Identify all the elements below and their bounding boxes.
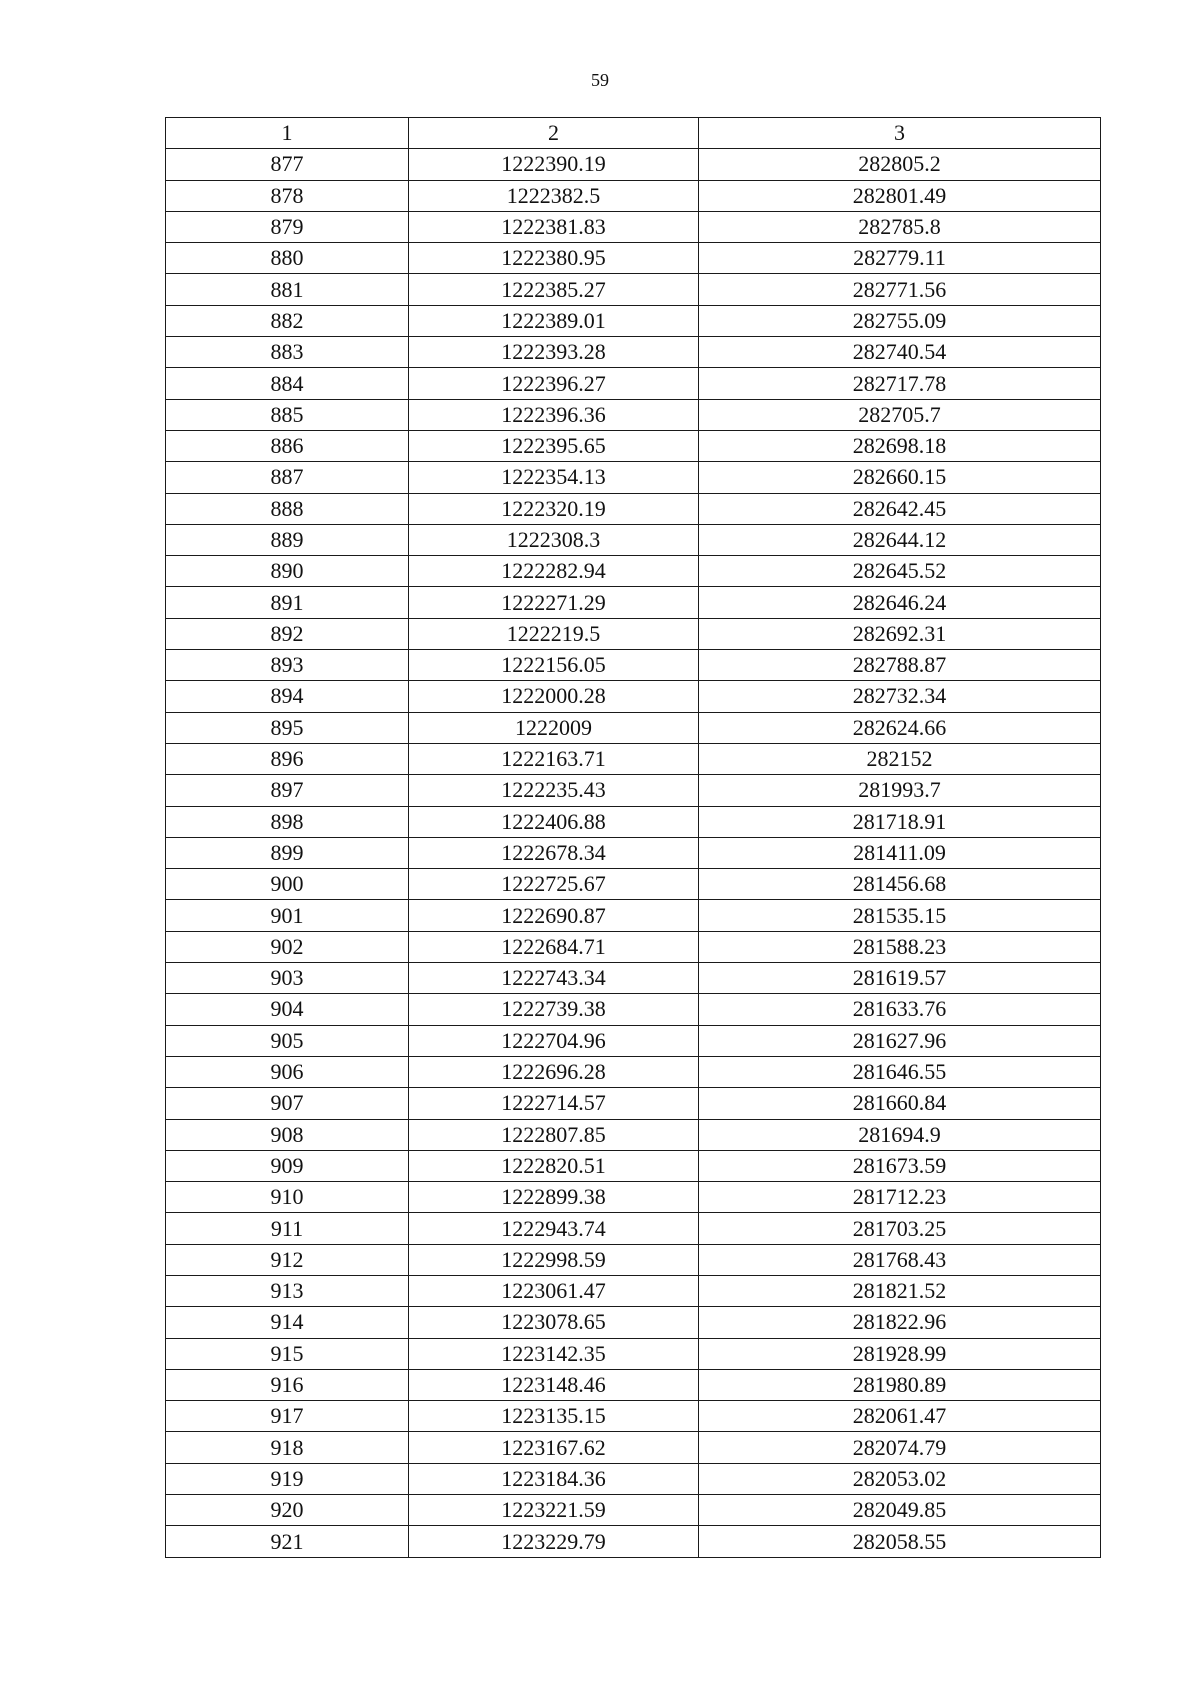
x-coordinate-cell: 1222820.51 [409, 1150, 699, 1181]
table-row [166, 837, 1101, 868]
y-coordinate-cell: 282788.87 [699, 650, 1101, 681]
x-coordinate-cell: 1222000.28 [409, 681, 699, 712]
point-number-cell: 899 [166, 837, 409, 868]
x-coordinate-cell: 1223135.15 [409, 1401, 699, 1432]
y-coordinate-cell: 282805.2 [699, 149, 1101, 180]
table-row [166, 587, 1101, 618]
y-coordinate-cell: 282645.52 [699, 556, 1101, 587]
point-number-cell: 915 [166, 1338, 409, 1369]
point-number-cell: 889 [166, 524, 409, 555]
y-coordinate-cell: 282624.66 [699, 712, 1101, 743]
table-row [166, 243, 1101, 274]
x-coordinate-cell: 1222235.43 [409, 775, 699, 806]
table-row [166, 900, 1101, 931]
x-coordinate-cell: 1222998.59 [409, 1244, 699, 1275]
table-row [166, 743, 1101, 774]
table-row [166, 493, 1101, 524]
x-coordinate-cell: 1222396.27 [409, 368, 699, 399]
y-coordinate-cell: 282717.78 [699, 368, 1101, 399]
point-number-cell: 913 [166, 1275, 409, 1306]
y-coordinate-cell: 282074.79 [699, 1432, 1101, 1463]
y-coordinate-cell: 281980.89 [699, 1369, 1101, 1400]
table-row [166, 1401, 1101, 1432]
x-coordinate-cell: 1222807.85 [409, 1119, 699, 1150]
x-coordinate-cell: 1222725.67 [409, 869, 699, 900]
x-coordinate-cell: 1223078.65 [409, 1307, 699, 1338]
y-coordinate-cell: 281411.09 [699, 837, 1101, 868]
x-coordinate-cell: 1222385.27 [409, 274, 699, 305]
point-number-cell: 884 [166, 368, 409, 399]
point-number-cell: 898 [166, 806, 409, 837]
point-number-cell: 903 [166, 963, 409, 994]
point-number-cell: 907 [166, 1088, 409, 1119]
x-coordinate-cell: 1222163.71 [409, 743, 699, 774]
point-number-cell: 896 [166, 743, 409, 774]
table-header-row [166, 118, 1101, 149]
x-coordinate-cell: 1222943.74 [409, 1213, 699, 1244]
y-coordinate-cell: 281821.52 [699, 1275, 1101, 1306]
table-row [166, 274, 1101, 305]
table-row [166, 1119, 1101, 1150]
point-number-cell: 901 [166, 900, 409, 931]
point-number-cell: 879 [166, 211, 409, 242]
y-coordinate-cell: 281633.76 [699, 994, 1101, 1025]
y-coordinate-cell: 281718.91 [699, 806, 1101, 837]
point-number-cell: 911 [166, 1213, 409, 1244]
y-coordinate-cell: 281694.9 [699, 1119, 1101, 1150]
y-coordinate-cell: 282644.12 [699, 524, 1101, 555]
x-coordinate-cell: 1222396.36 [409, 399, 699, 430]
point-number-cell: 900 [166, 869, 409, 900]
x-coordinate-cell: 1223229.79 [409, 1526, 699, 1557]
x-coordinate-cell: 1222156.05 [409, 650, 699, 681]
x-coordinate-cell: 1222704.96 [409, 1025, 699, 1056]
y-coordinate-cell: 281928.99 [699, 1338, 1101, 1369]
point-number-cell: 906 [166, 1056, 409, 1087]
table-row [166, 1526, 1101, 1557]
table-row [166, 399, 1101, 430]
point-number-cell: 918 [166, 1432, 409, 1463]
y-coordinate-cell: 282053.02 [699, 1463, 1101, 1494]
table-row [166, 1182, 1101, 1213]
point-number-cell: 892 [166, 618, 409, 649]
y-coordinate-cell: 282698.18 [699, 430, 1101, 461]
x-coordinate-cell: 1223221.59 [409, 1495, 699, 1526]
x-coordinate-cell: 1222739.38 [409, 994, 699, 1025]
x-coordinate-cell: 1223142.35 [409, 1338, 699, 1369]
table-body [166, 149, 1101, 1557]
x-coordinate-cell: 1222381.83 [409, 211, 699, 242]
x-coordinate-cell: 1222271.29 [409, 587, 699, 618]
table-row [166, 1088, 1101, 1119]
point-number-cell: 902 [166, 931, 409, 962]
point-number-cell: 885 [166, 399, 409, 430]
table-row [166, 1150, 1101, 1181]
table-row [166, 211, 1101, 242]
x-coordinate-cell: 1222308.3 [409, 524, 699, 555]
table-row [166, 1307, 1101, 1338]
page-number: 59 [591, 70, 609, 90]
point-number-cell: 881 [166, 274, 409, 305]
y-coordinate-cell: 281822.96 [699, 1307, 1101, 1338]
x-coordinate-cell: 1222743.34 [409, 963, 699, 994]
table-row [166, 1244, 1101, 1275]
y-coordinate-cell: 282061.47 [699, 1401, 1101, 1432]
y-coordinate-cell: 282732.34 [699, 681, 1101, 712]
x-coordinate-cell: 1222009 [409, 712, 699, 743]
x-coordinate-cell: 1222395.65 [409, 430, 699, 461]
y-coordinate-cell: 282801.49 [699, 180, 1101, 211]
y-coordinate-cell: 282755.09 [699, 305, 1101, 336]
x-coordinate-cell: 1222406.88 [409, 806, 699, 837]
x-coordinate-cell: 1223148.46 [409, 1369, 699, 1400]
x-coordinate-cell: 1222678.34 [409, 837, 699, 868]
x-coordinate-cell: 1222354.13 [409, 462, 699, 493]
y-coordinate-cell: 282152 [699, 743, 1101, 774]
table-row [166, 430, 1101, 461]
y-coordinate-cell: 282660.15 [699, 462, 1101, 493]
table-row [166, 963, 1101, 994]
point-number-cell: 909 [166, 1150, 409, 1181]
x-coordinate-cell: 1222684.71 [409, 931, 699, 962]
table-row [166, 1463, 1101, 1494]
table-row [166, 1338, 1101, 1369]
y-coordinate-cell: 281646.55 [699, 1056, 1101, 1087]
y-coordinate-cell: 281535.15 [699, 900, 1101, 931]
table-row [166, 524, 1101, 555]
point-number-cell: 897 [166, 775, 409, 806]
table-row [166, 806, 1101, 837]
table-row [166, 1369, 1101, 1400]
table-row [166, 180, 1101, 211]
point-number-cell: 891 [166, 587, 409, 618]
point-number-cell: 919 [166, 1463, 409, 1494]
y-coordinate-cell: 282771.56 [699, 274, 1101, 305]
x-coordinate-cell: 1222282.94 [409, 556, 699, 587]
x-coordinate-cell: 1222219.5 [409, 618, 699, 649]
table-row [166, 1432, 1101, 1463]
y-coordinate-cell: 282779.11 [699, 243, 1101, 274]
point-number-cell: 914 [166, 1307, 409, 1338]
y-coordinate-cell: 282692.31 [699, 618, 1101, 649]
x-coordinate-cell: 1222389.01 [409, 305, 699, 336]
y-coordinate-cell: 281993.7 [699, 775, 1101, 806]
x-coordinate-cell: 1222380.95 [409, 243, 699, 274]
table-row [166, 712, 1101, 743]
point-number-cell: 878 [166, 180, 409, 211]
table-row [166, 1495, 1101, 1526]
point-number-cell: 910 [166, 1182, 409, 1213]
point-number-cell: 916 [166, 1369, 409, 1400]
table-row [166, 618, 1101, 649]
x-coordinate-cell: 1222390.19 [409, 149, 699, 180]
x-coordinate-cell: 1223184.36 [409, 1463, 699, 1494]
y-coordinate-cell: 282705.7 [699, 399, 1101, 430]
y-coordinate-cell: 282058.55 [699, 1526, 1101, 1557]
point-number-cell: 887 [166, 462, 409, 493]
point-number-cell: 883 [166, 337, 409, 368]
x-coordinate-cell: 1223061.47 [409, 1275, 699, 1306]
y-coordinate-cell: 282646.24 [699, 587, 1101, 618]
table-row [166, 556, 1101, 587]
x-coordinate-cell: 1222320.19 [409, 493, 699, 524]
y-coordinate-cell: 281456.68 [699, 869, 1101, 900]
point-number-cell: 895 [166, 712, 409, 743]
table-row [166, 869, 1101, 900]
table-row [166, 1025, 1101, 1056]
point-number-cell: 905 [166, 1025, 409, 1056]
point-number-cell: 908 [166, 1119, 409, 1150]
table-row [166, 1213, 1101, 1244]
y-coordinate-cell: 281673.59 [699, 1150, 1101, 1181]
table-row [166, 994, 1101, 1025]
table-row [166, 337, 1101, 368]
column-header: 1 [166, 118, 409, 149]
x-coordinate-cell: 1222899.38 [409, 1182, 699, 1213]
table-row [166, 305, 1101, 336]
table-row [166, 1056, 1101, 1087]
y-coordinate-cell: 281627.96 [699, 1025, 1101, 1056]
point-number-cell: 886 [166, 430, 409, 461]
point-number-cell: 904 [166, 994, 409, 1025]
y-coordinate-cell: 281768.43 [699, 1244, 1101, 1275]
table-row [166, 1275, 1101, 1306]
point-number-cell: 882 [166, 305, 409, 336]
y-coordinate-cell: 282740.54 [699, 337, 1101, 368]
point-number-cell: 880 [166, 243, 409, 274]
y-coordinate-cell: 282049.85 [699, 1495, 1101, 1526]
point-number-cell: 877 [166, 149, 409, 180]
table-row [166, 681, 1101, 712]
point-number-cell: 921 [166, 1526, 409, 1557]
point-number-cell: 893 [166, 650, 409, 681]
table-row [166, 775, 1101, 806]
table-row [166, 462, 1101, 493]
point-number-cell: 888 [166, 493, 409, 524]
x-coordinate-cell: 1222690.87 [409, 900, 699, 931]
y-coordinate-cell: 281619.57 [699, 963, 1101, 994]
y-coordinate-cell: 281712.23 [699, 1182, 1101, 1213]
x-coordinate-cell: 1223167.62 [409, 1432, 699, 1463]
x-coordinate-cell: 1222382.5 [409, 180, 699, 211]
x-coordinate-cell: 1222714.57 [409, 1088, 699, 1119]
point-number-cell: 912 [166, 1244, 409, 1275]
y-coordinate-cell: 281588.23 [699, 931, 1101, 962]
y-coordinate-cell: 282642.45 [699, 493, 1101, 524]
point-number-cell: 894 [166, 681, 409, 712]
x-coordinate-cell: 1222696.28 [409, 1056, 699, 1087]
y-coordinate-cell: 282785.8 [699, 211, 1101, 242]
column-header: 3 [699, 118, 1101, 149]
table-row [166, 650, 1101, 681]
table-row [166, 149, 1101, 180]
coordinates-table [165, 117, 1101, 1558]
point-number-cell: 917 [166, 1401, 409, 1432]
table-row [166, 931, 1101, 962]
y-coordinate-cell: 281660.84 [699, 1088, 1101, 1119]
table-row [166, 368, 1101, 399]
column-header: 2 [409, 118, 699, 149]
point-number-cell: 890 [166, 556, 409, 587]
x-coordinate-cell: 1222393.28 [409, 337, 699, 368]
point-number-cell: 920 [166, 1495, 409, 1526]
y-coordinate-cell: 281703.25 [699, 1213, 1101, 1244]
